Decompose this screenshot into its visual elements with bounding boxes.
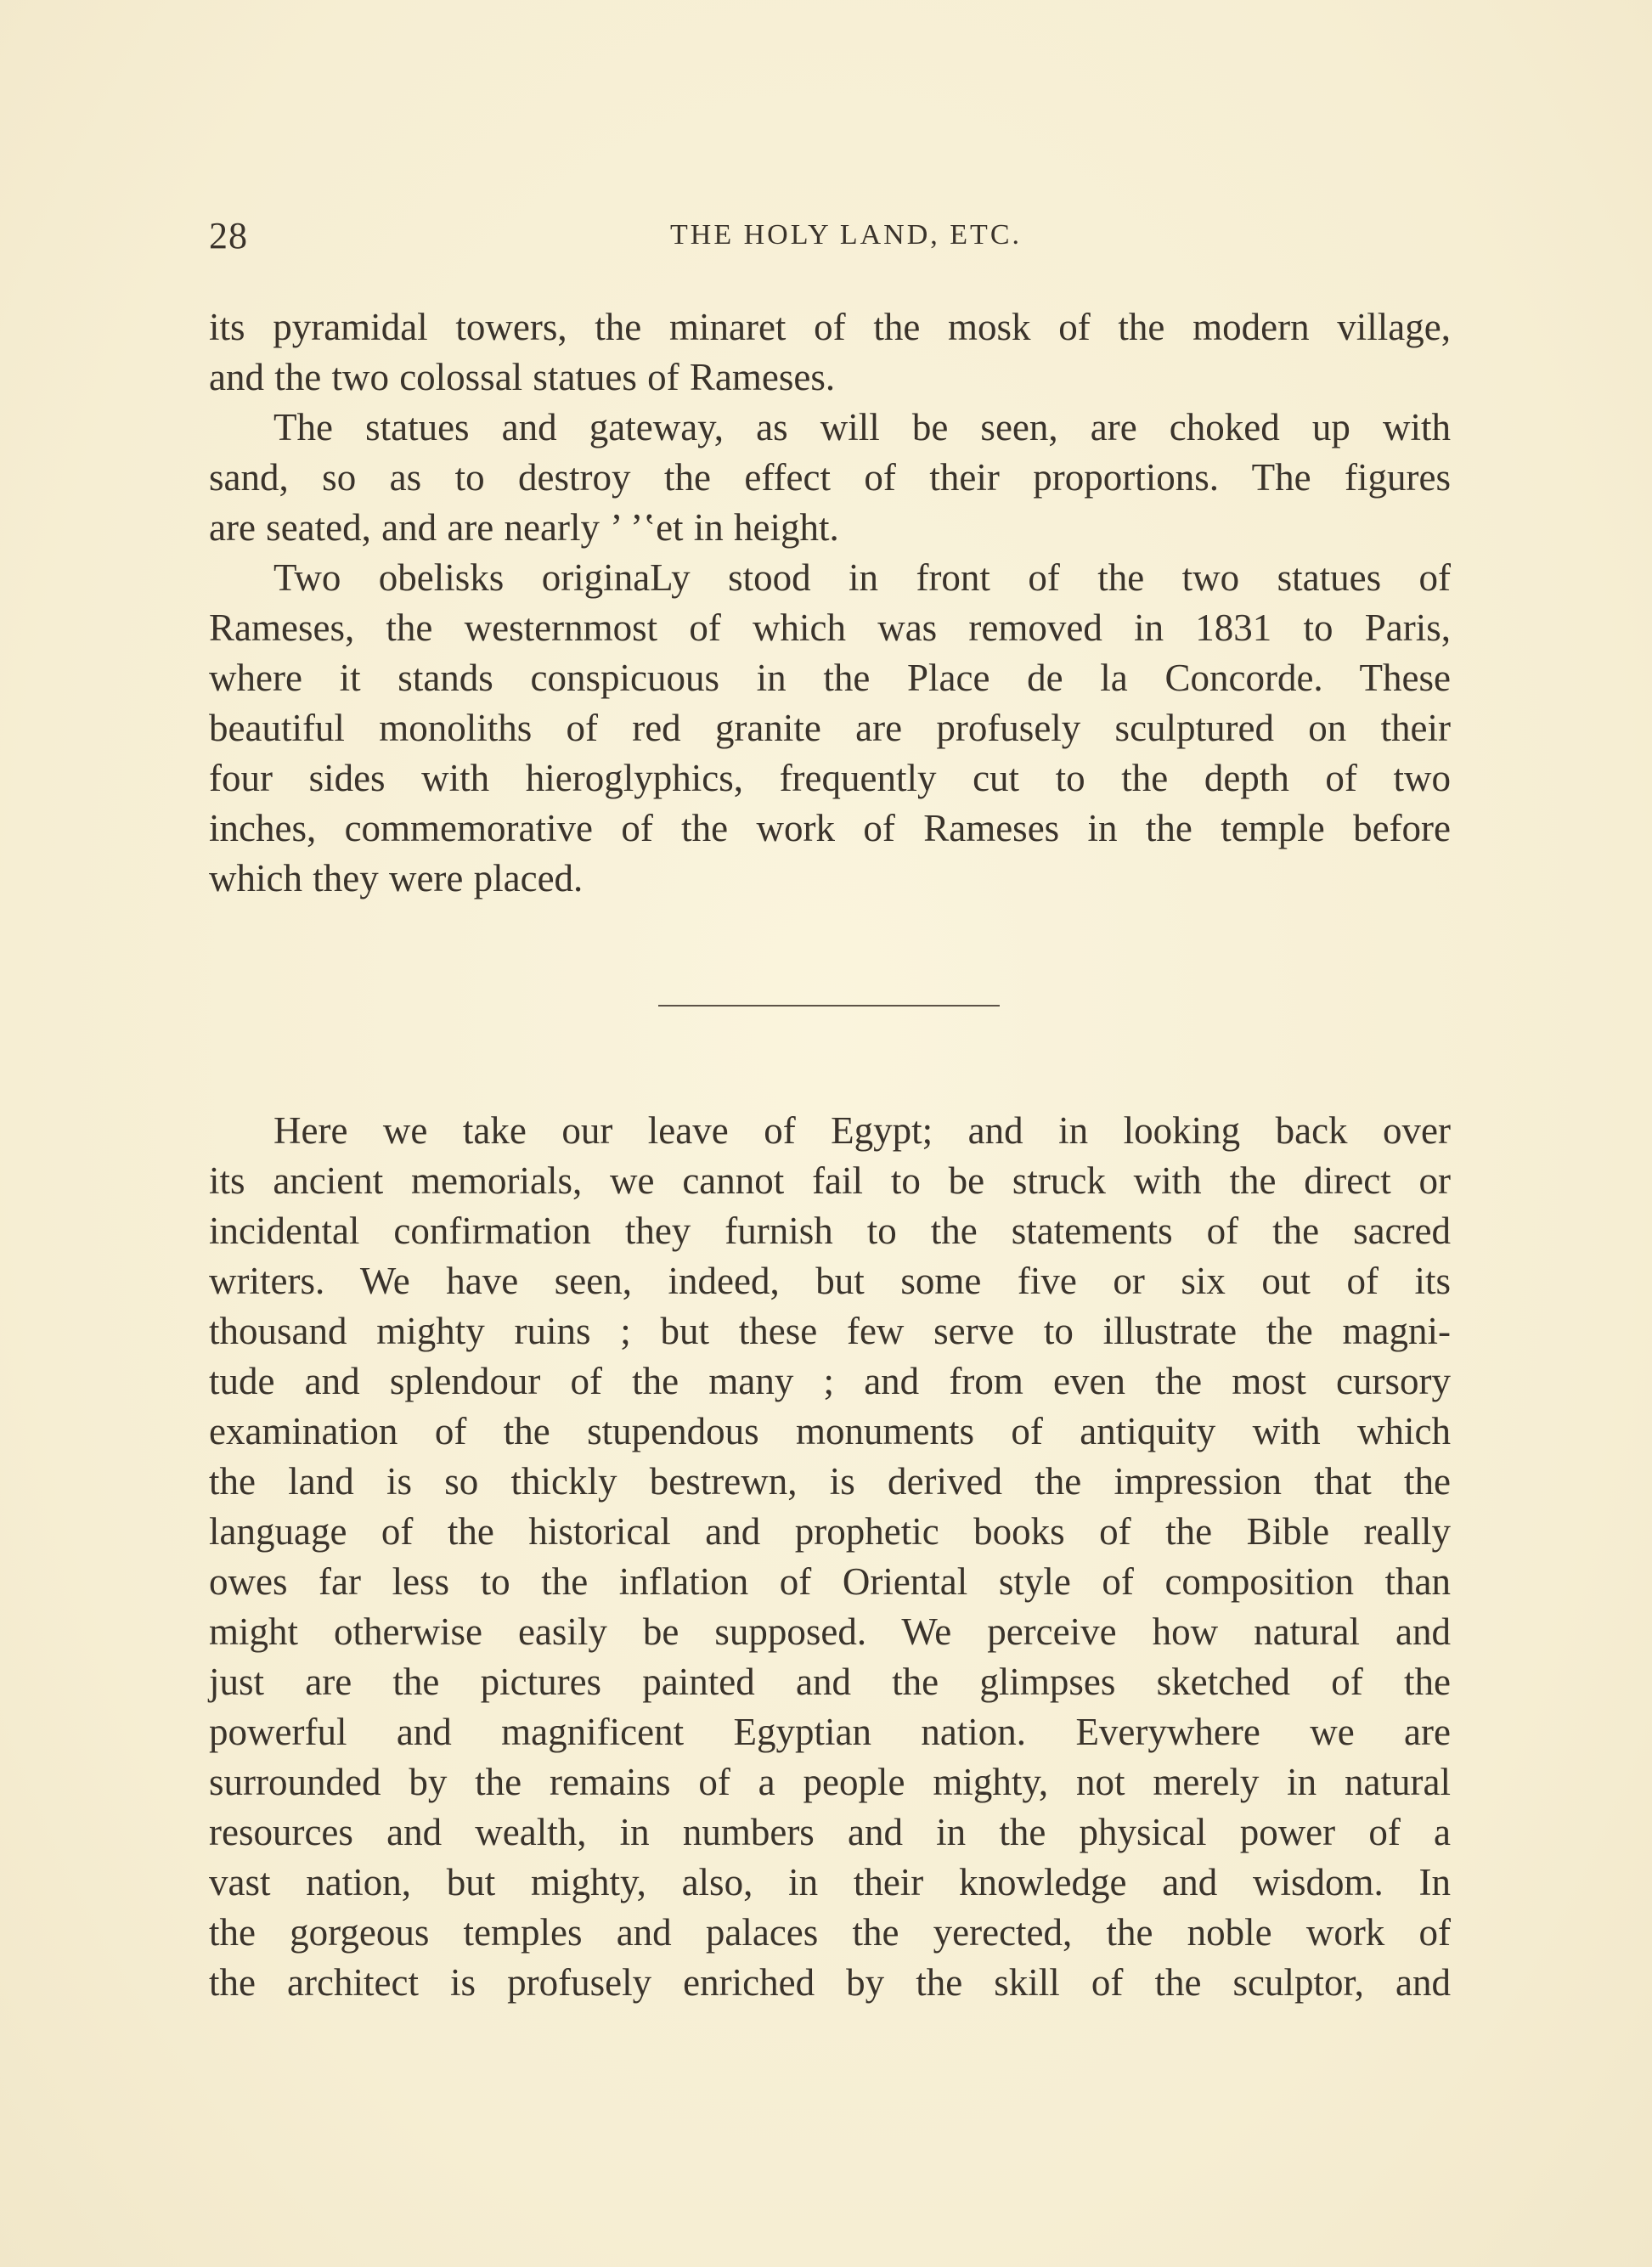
text-line: sand, so as to destroy the effect of their proportions. The figures — [209, 456, 1451, 499]
text-line: four sides with hieroglyphics, frequently cut to the depth of two — [209, 757, 1451, 799]
text-line: and the two colossal statues of Rameses. — [209, 356, 836, 398]
text-line: the land is so thickly bestrewn, is derived the impression that the — [209, 1460, 1451, 1503]
text-line: vast nation, but mighty, also, in their knowledge and wisdom. In — [209, 1861, 1451, 1903]
text-line: examination of the stupendous monuments of antiquity with which — [209, 1410, 1451, 1452]
text-line: thousand mighty ruins ; but these few serve to illustrate the magni- — [209, 1310, 1451, 1352]
text-line: Two obelisks originaLy stood in front of the two statues of — [273, 556, 1451, 599]
text-block-top — [209, 302, 1451, 904]
page-number: 28 — [209, 215, 248, 257]
text-line: the architect is profusely enriched by the skill of the sculptor, and — [209, 1961, 1451, 2004]
text-line: writers. We have seen, indeed, but some five or six out of its — [209, 1260, 1451, 1302]
text-line: the gorgeous temples and palaces the yerected, the noble work of — [209, 1911, 1451, 1954]
text-line: which they were placed. — [209, 857, 584, 899]
text-line: might otherwise easily be supposed. We perceive how natural and — [209, 1610, 1451, 1653]
text-line: its ancient memorials, we cannot fail to be struck with the direct or — [209, 1159, 1451, 1202]
running-title: THE HOLY LAND, ETC. — [670, 219, 1022, 251]
text-line: tude and splendour of the many ; and from even the most cursory — [209, 1360, 1451, 1402]
running-head — [209, 214, 1449, 257]
text-line: The statues and gateway, as will be seen, are choked up with — [273, 406, 1451, 448]
text-line: Rameses, the westernmost of which was removed in 1831 to Paris, — [209, 606, 1451, 649]
text-line: owes far less to the inflation of Oriental style of composition than — [209, 1560, 1451, 1603]
text-line: incidental confirmation they furnish to the statements of the sacred — [209, 1210, 1451, 1252]
section-divider — [658, 1005, 1000, 1007]
text-line: Here we take our leave of Egypt; and in looking back over — [273, 1109, 1451, 1152]
text-line: its pyramidal towers, the minaret of the mosk of the modern village, — [209, 306, 1451, 348]
text-line: where it stands conspicuous in the Place de la Concorde. These — [209, 657, 1451, 699]
text-line: are seated, and are nearly ’ ’ʽet in height. — [209, 506, 839, 549]
text-line: inches, commemorative of the work of Rameses in the temple before — [209, 807, 1451, 849]
text-line: language of the historical and prophetic books of the Bible really — [209, 1510, 1451, 1553]
text-line: powerful and magnificent Egyptian nation. Everywhere we are — [209, 1711, 1451, 1753]
text-line: beautiful monoliths of red granite are profusely sculptured on their — [209, 707, 1451, 749]
text-line: resources and wealth, in numbers and in the physical power of a — [209, 1811, 1451, 1853]
text-line: surrounded by the remains of a people mighty, not merely in natural — [209, 1761, 1451, 1803]
text-line: just are the pictures painted and the glimpses sketched of the — [209, 1661, 1451, 1703]
text-block-bottom — [209, 1106, 1451, 2008]
